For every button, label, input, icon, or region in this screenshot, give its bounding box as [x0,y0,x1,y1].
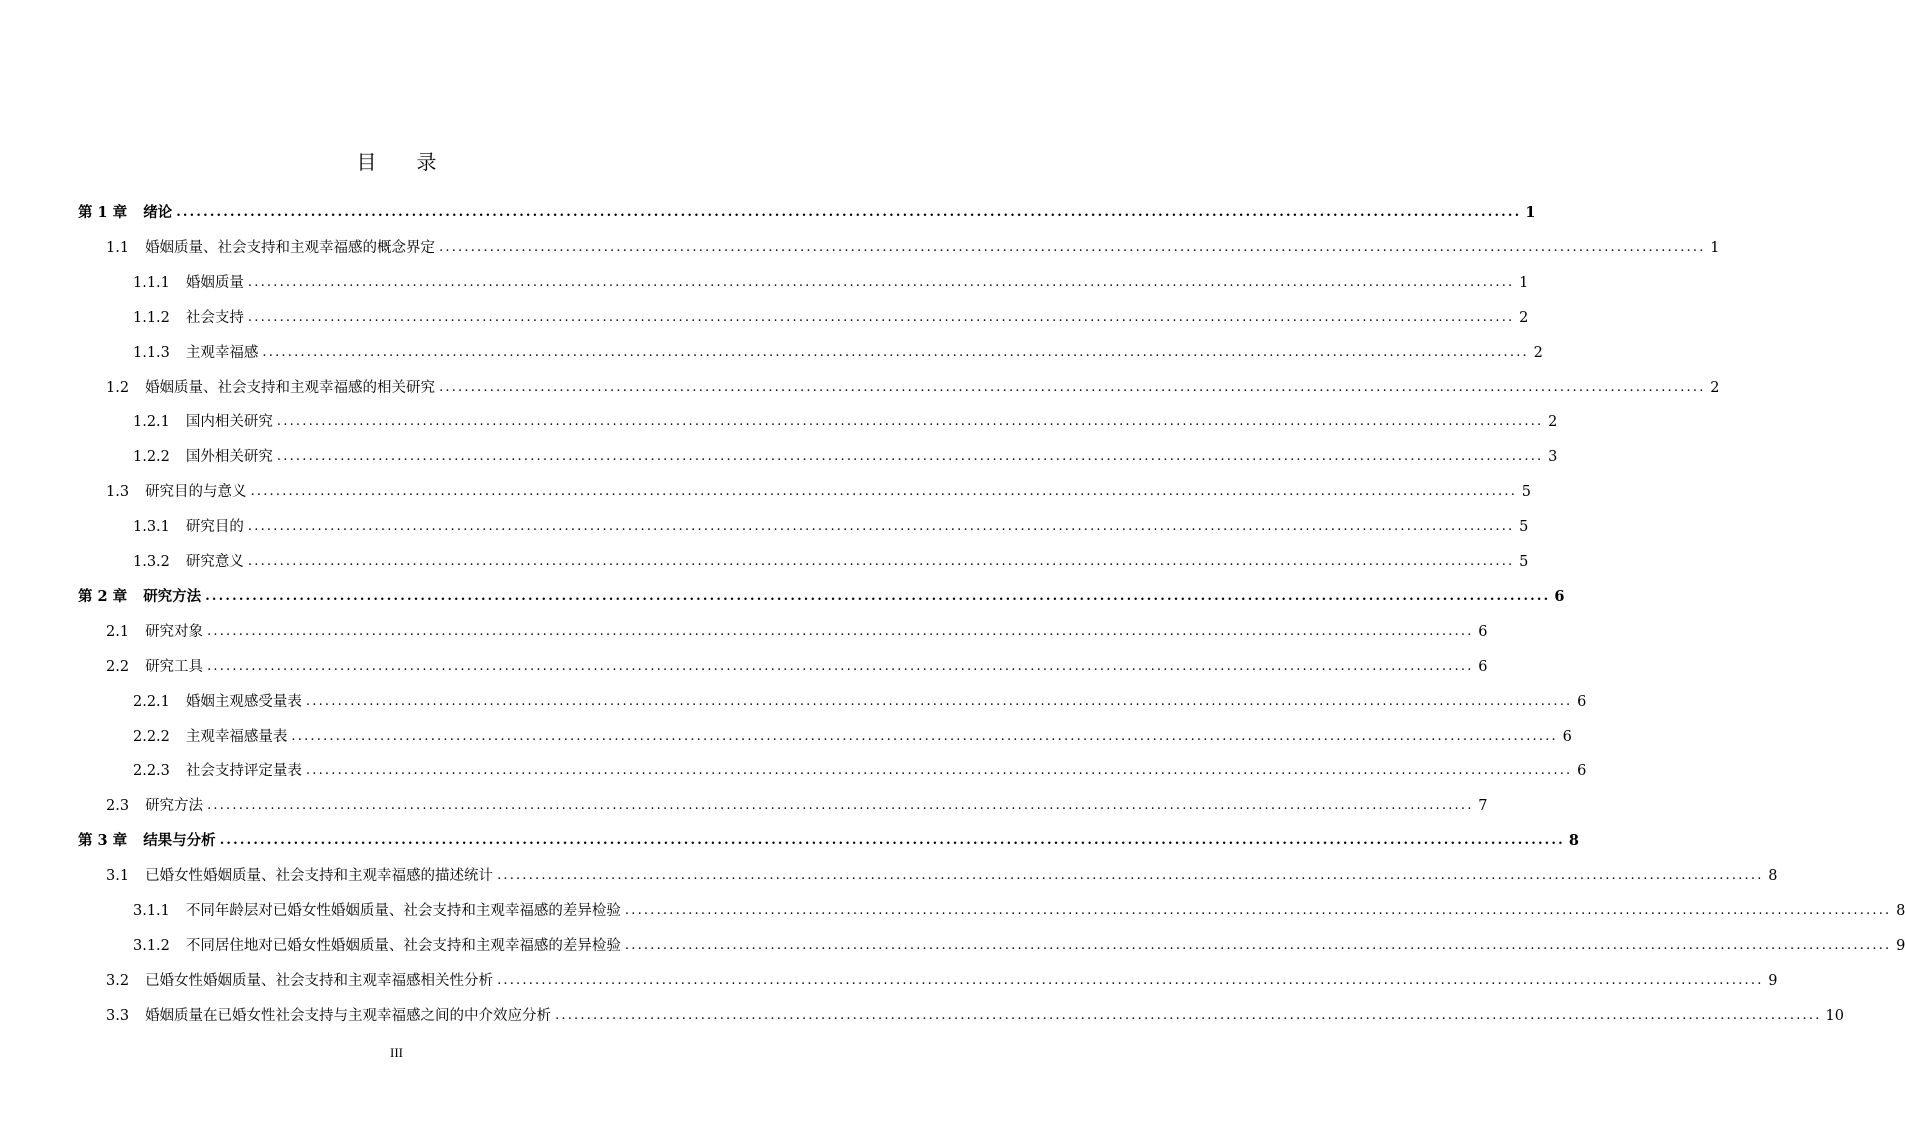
toc-entry-number: 1.1 [106,239,130,256]
toc-dot-leader: ........................................................................................................................................................................................................ [439,379,1706,395]
toc-dot-leader: ........................................................................................................................................................................................................ [207,658,1474,674]
toc-entry-page: 6 [1577,763,1587,780]
toc-entry[interactable] [106,234,1720,258]
toc-dot-leader: ........................................................................................................................................................................................................ [247,274,1515,290]
toc-dot-leader: ........................................................................................................................................................................................................ [176,205,1522,220]
toc-dot-leader: ........................................................................................................................................................................................................ [555,1007,1822,1023]
toc-entry[interactable] [106,1002,1844,1026]
toc-entry-title: 社会支持评定量表 [185,763,302,780]
toc-entry-page: 8 [1768,868,1778,885]
toc-entry-page: 6 [1562,728,1572,745]
toc-entry-title: 研究意义 [185,554,244,570]
toc-entry[interactable] [78,199,1536,223]
toc-entry[interactable] [133,897,1905,921]
toc-entry-title: 研究对象 [145,623,204,640]
toc-entry-number: 第 1 章 [78,204,128,221]
toc-entry-number: 3.2 [106,972,130,989]
toc-entry-page: 1 [1710,239,1720,256]
toc-entry-number: 1.3.2 [133,554,170,570]
toc-entry-number: 2.2 [106,658,130,675]
toc-dot-leader: ........................................................................................................................................................................................................ [247,554,1515,569]
toc-entry-page: 2 [1519,309,1529,326]
toc-entry[interactable] [133,723,1572,747]
toc-entry-page: 8 [1896,903,1905,919]
toc-entry[interactable] [133,304,1529,328]
toc-entry[interactable] [133,757,1587,781]
toc-dot-leader: ........................................................................................................................................................................................................ [276,414,1544,430]
toc-entry-number: 2.2.3 [133,763,170,780]
toc-entry-number: 2.2.2 [133,728,170,745]
toc-entry[interactable] [106,374,1720,398]
toc-entry-number: 1.2 [106,379,130,396]
toc-entry-title: 研究方法 [143,587,202,605]
toc-entry-title: 已婚女性婚姻质量、社会支持和主观幸福感相关性分析 [145,972,494,989]
toc-entry-page: 6 [1554,587,1565,605]
toc-entry-page: 5 [1519,554,1529,570]
toc-entry-title: 婚姻质量在已婚女性社会支持与主观幸福感之间的中介效应分析 [145,1007,552,1024]
toc-entry-title: 研究目的 [185,519,244,536]
toc-entry[interactable] [133,688,1587,712]
toc-entry-title: 不同居住地对已婚女性婚姻质量、社会支持和主观幸福感的差异检验 [185,937,621,954]
toc-dot-leader: ........................................................................................................................................................................................................ [305,693,1573,709]
toc-entry[interactable] [133,339,1543,363]
toc-entry-number: 3.1.2 [133,937,170,954]
toc-entry-page: 1 [1519,274,1529,291]
toc-entry[interactable] [106,653,1488,677]
toc-entry-title: 绪论 [143,204,173,221]
toc-dot-leader: ........................................................................................................................................................................................................ [276,449,1544,465]
toc-entry-number: 3.3 [106,1007,130,1024]
toc-dot-leader: ........................................................................................................................................................................................................ [624,903,1892,918]
toc-entry-page: 2 [1710,379,1720,396]
toc-dot-leader: ........................................................................................................................................................................................................ [250,484,1518,500]
toc-entry-title: 婚姻质量 [185,274,244,291]
page-title: 目录 [356,150,477,174]
toc-entry[interactable] [106,478,1532,502]
toc-entry-title: 主观幸福感量表 [185,728,288,745]
toc-entry-page: 10 [1825,1007,1844,1024]
toc-entry-page: 7 [1478,798,1488,815]
toc-entry-title: 婚姻质量、社会支持和主观幸福感的概念界定 [145,239,436,256]
toc-entry[interactable] [133,548,1529,572]
toc-entry-number: 1.2.2 [133,449,170,466]
toc-entry-page: 2 [1533,344,1543,361]
toc-entry-page: 9 [1896,937,1905,954]
toc-dot-leader: ........................................................................................................................................................................................................ [497,868,1764,884]
toc-entry-number: 第 2 章 [78,587,128,605]
toc-entry-page: 5 [1519,519,1529,536]
toc-entry-title: 已婚女性婚姻质量、社会支持和主观幸福感的描述统计 [145,868,494,885]
toc-dot-leader: ........................................................................................................................................................................................................ [205,588,1551,604]
toc-entry[interactable] [78,583,1565,607]
toc-entry-page: 2 [1548,414,1558,431]
toc-dot-leader: ........................................................................................................................................................................................................ [291,728,1558,744]
toc-entry-title: 国外相关研究 [185,449,273,466]
toc-entry[interactable] [78,827,1579,851]
toc-entry-number: 1.1.2 [133,309,170,326]
toc-dot-leader: ........................................................................................................................................................................................................ [624,937,1892,953]
toc-entry-title: 结果与分析 [143,832,216,850]
toc-entry[interactable] [106,967,1778,991]
toc-entry[interactable] [133,269,1529,293]
toc-entry[interactable] [106,792,1488,816]
toc-entry-title: 婚姻质量、社会支持和主观幸福感的相关研究 [145,379,436,396]
toc-entry-number: 3.1.1 [133,903,170,919]
toc-entry-page: 8 [1568,832,1579,850]
toc-entry-title: 主观幸福感 [185,344,259,361]
toc-dot-leader: ........................................................................................................................................................................................................ [247,309,1515,325]
toc-entry-page: 5 [1521,484,1532,501]
toc-entry-number: 1.2.1 [133,414,170,431]
toc-entry-page: 6 [1478,658,1488,675]
toc-entry-title: 研究工具 [145,658,204,675]
toc-entry[interactable] [133,443,1558,467]
toc-dot-leader: ........................................................................................................................................................................................................ [247,519,1515,535]
toc-entry-title: 研究方法 [145,798,204,815]
toc-dot-leader: ........................................................................................................................................................................................................ [439,239,1706,255]
toc-entry-page: 9 [1768,972,1778,989]
toc-entry-number: 2.1 [106,623,130,640]
toc-dot-leader: ........................................................................................................................................................................................................ [305,763,1573,779]
toc-dot-leader: ........................................................................................................................................................................................................ [219,833,1565,849]
toc-entry-page: 6 [1577,693,1587,710]
toc-entry-number: 1.3 [106,484,130,501]
toc-dot-leader: ........................................................................................................................................................................................................ [497,972,1764,988]
toc-entry-title: 社会支持 [185,309,244,326]
toc-entry[interactable] [133,408,1558,432]
toc-entry-title: 研究目的与意义 [145,484,247,501]
toc-dot-leader: ........................................................................................................................................................................................................ [207,623,1474,639]
toc-entry-number: 2.2.1 [133,693,170,710]
toc-entry[interactable] [106,862,1778,886]
toc-dot-leader: ........................................................................................................................................................................................................ [207,798,1474,814]
toc-entry[interactable] [133,932,1905,956]
toc-entry-number: 2.3 [106,798,130,815]
toc-entry-title: 婚姻主观感受量表 [185,693,302,710]
toc-entry-number: 1.1.3 [133,344,170,361]
toc-entry-number: 第 3 章 [78,832,128,850]
toc-entry-title: 不同年龄层对已婚女性婚姻质量、社会支持和主观幸福感的差异检验 [185,903,621,919]
toc-entry-number: 1.1.1 [133,274,170,291]
toc-entry-number: 1.3.1 [133,519,170,536]
toc-entry-title: 国内相关研究 [185,414,273,431]
toc-entry[interactable] [106,618,1488,642]
toc-dot-leader: ........................................................................................................................................................................................................ [262,344,1529,360]
toc-entry-page: 1 [1525,204,1536,221]
page-number: III [390,1045,403,1060]
toc-entry-page: 6 [1478,623,1488,640]
toc-entry-number: 3.1 [106,868,130,885]
toc-entry[interactable] [133,513,1529,537]
toc-entry-page: 3 [1548,449,1558,466]
